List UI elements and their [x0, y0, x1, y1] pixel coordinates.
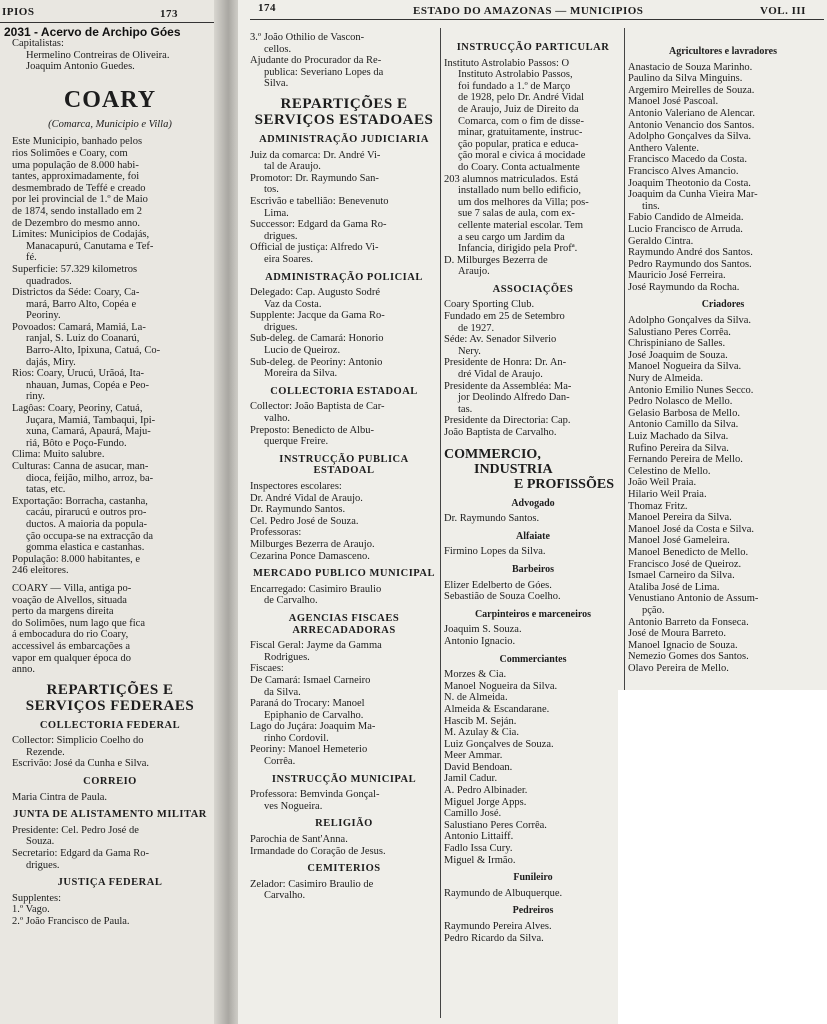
instruccao-particular-title: INSTRUCÇÃO PARTICULAR: [456, 42, 610, 53]
criadores-line: Manoel José Gameleira.: [628, 535, 730, 547]
fact-line: riá, Bôto e Poço-Fundo.: [26, 437, 127, 449]
agencias-line: Peoriny: Manoel Hemeterio: [250, 744, 368, 756]
junta-alistamento-line: Souza.: [26, 836, 55, 848]
religiao-line: Irmandade do Coração de Jesus.: [250, 845, 386, 857]
criadores-line: José de Moura Barreto.: [628, 628, 726, 640]
villa-line: anno.: [12, 664, 36, 676]
fact-line: Exportação: Borracha, castanha,: [12, 495, 148, 507]
criadores-line: Venustiano Antonio de Assum-: [628, 593, 759, 605]
agricultores-line: Joaquim da Cunha Vieira Mar-: [628, 189, 758, 201]
commerciantes-line: Fadlo Issa Cury.: [444, 843, 513, 855]
junta-alistamento-title: JUNTA DE ALISTAMENTO MILITAR: [13, 809, 207, 821]
criadores-line: Ataliba José de Lima.: [628, 581, 720, 593]
pedreiros-title: Pedreiros: [512, 905, 554, 917]
agricultores-line: Paulino da Silva Minguins.: [628, 73, 743, 85]
commerciantes-line: M. Azulay & Cia.: [444, 727, 519, 739]
fact-line: Districtos da Séde: Coary, Ca-: [12, 287, 140, 299]
header-right-page-number: 174: [258, 2, 276, 14]
fact-line: 246 eleitores.: [12, 565, 69, 577]
collectoria-estadoal-line: Collector: João Baptista de Car-: [250, 401, 385, 413]
instruccao-publica-line: Milburges Bezerra de Araujo.: [250, 538, 375, 550]
adm-judiciaria-line: tos.: [264, 184, 279, 196]
correio-line: Maria Cintra de Paula.: [12, 791, 108, 803]
agricultores-line: Francisco Macedo da Costa.: [628, 154, 747, 166]
adm-judiciaria-line: Official de justiça: Alfredo Vi-: [250, 242, 379, 254]
federal-services-title: REPARTIÇÕES E SERVIÇOS FEDERAES: [25, 681, 195, 714]
commerciantes-line: Camillo José.: [444, 808, 502, 820]
commerciantes-line: Jamil Cadur.: [444, 773, 498, 785]
agencias-line: Fiscal Geral: Jayme da Gamma: [250, 640, 382, 652]
commerciantes-title: Commerciantes: [499, 653, 567, 665]
fact-line: quadrados.: [26, 275, 72, 287]
adm-policial-line: Sub-deleg. de Peoriny: Antonio: [250, 356, 383, 368]
fact-line: População: 8.000 habitantes, e: [12, 553, 141, 565]
instruccao-particular-line: Comarca, com o fim de disse-: [458, 115, 584, 127]
instruccao-particular-line: Instituto Astrolabio Passos,: [458, 69, 573, 81]
adm-judiciaria-title: ADMINISTRAÇÃO JUDICIARIA: [259, 133, 429, 145]
fact-line: Culturas: Canna de asucar, man-: [12, 461, 149, 472]
instruccao-municipal-line: ves Nogueira.: [264, 800, 323, 812]
carpinteiros-line: Antonio Ignacio.: [444, 635, 516, 647]
criadores-line: Rufino Pereira da Silva.: [628, 442, 729, 454]
collectoria-federal-line: Escrivão: José da Cunha e Silva.: [12, 758, 150, 770]
instruccao-particular-line: Instituto Astrolabio Passos: O: [444, 57, 570, 69]
mercado-line: Encarregado: Casimiro Braulio: [250, 583, 382, 595]
carpinteiros-title: Carpinteiros e marceneiros: [474, 608, 592, 620]
justica-federal-line: 2.º João Francisco de Paula.: [12, 916, 130, 927]
adm-policial-line: Delegado: Cap. Augusto Sodré: [250, 287, 381, 299]
criadores-line: João Weil Praia.: [628, 477, 697, 489]
commerciantes-line: Morzes & Cia.: [444, 669, 507, 681]
justica-federal-line: 1.º Vago.: [12, 904, 50, 916]
fact-line: mará, Barro Alto, Copéa e: [26, 298, 137, 310]
right-column-2: [444, 36, 622, 944]
villa-line: á embocadura do rio Coary,: [12, 629, 129, 641]
villa-line: perto da margens direita: [12, 606, 114, 618]
left-column: [12, 38, 208, 928]
commercio-title-line: E PROFISSÕES: [514, 476, 614, 492]
junta-alistamento-line: Presidente: Cel. Pedro José de: [12, 824, 139, 836]
fact-line: Povoados: Camará, Mamiá, La-: [12, 321, 146, 333]
adm-judiciaria-line: Juiz da comarca: Dr. André Vi-: [250, 149, 381, 161]
collectoria-federal-line: Rezende.: [26, 746, 65, 758]
associacoes-line: Presidente de Honra: Dr. An-: [444, 357, 567, 369]
intro-line: desmembrado de Teffé e creado: [12, 182, 146, 194]
criadores-line: pção.: [642, 604, 665, 616]
intro-line: por lei provincial de 1.º de Maio: [12, 194, 148, 206]
header-title: ESTADO DO AMAZONAS — MUNICIPIOS: [413, 5, 644, 17]
instruccao-particular-line: ção popular, pratica e educa-: [458, 138, 579, 150]
capitalist-name: Hermelino Contreiras de Oliveira.: [26, 49, 170, 61]
adm-judiciaria-line: Promotor: Dr. Raymundo San-: [250, 172, 379, 184]
associacoes-line: Fundado em 25 de Setembro: [444, 311, 565, 323]
agricultores-line: Pedro Raymundo dos Santos.: [628, 258, 752, 270]
associacoes-line: João Baptista de Carvalho.: [444, 427, 557, 438]
adm-policial-line: drigues.: [264, 321, 298, 333]
agricultores-title: Agricultores e lavradores: [669, 46, 777, 57]
instruccao-municipal-line: Professora: Bemvinda Gonçal-: [250, 789, 380, 801]
instruccao-particular-line: a seu cargo um Jardim da: [458, 231, 565, 243]
fact-line: ranjal, S. Luiz do Coanarú,: [26, 333, 140, 345]
fact-line: Peoriny.: [26, 310, 61, 322]
fact-line: Rios: Coary, Urucú, Urãoá, Ita-: [12, 368, 144, 380]
intro-line: de Dezembro do mesmo anno.: [12, 217, 141, 229]
villa-line: vapor em qualquer época do: [12, 652, 131, 664]
junta-alistamento-line: drigues.: [26, 859, 60, 871]
barbeiros-title: Barbeiros: [511, 563, 555, 575]
fact-line: ductos. A maioria da popula-: [26, 518, 148, 530]
alfaiate-title: Alfaiate: [516, 530, 550, 542]
adm-policial-line: Moreira da Silva.: [264, 368, 338, 380]
criadores-line: Gelasio Barbosa de Mello.: [628, 407, 740, 419]
criadores-line: Salustiano Peres Corrêa.: [628, 326, 731, 338]
villa-line: do Solimões, num lago que fica: [12, 617, 145, 629]
adm-judiciaria-line: tal de Araujo.: [264, 161, 321, 173]
fact-line: gomma elastica e castanhas.: [26, 542, 145, 554]
intro-line: uma população de 8.000 habi-: [12, 159, 139, 171]
barbeiros-line: Sebastião de Souza Coelho.: [444, 591, 561, 603]
criadores-line: Nemezio Gomes dos Santos.: [628, 651, 749, 663]
collectoria-federal-line: Collector: Simplicio Coelho do: [12, 735, 144, 747]
instruccao-particular-line: minar, gratuitamente, instruc-: [458, 127, 583, 139]
pedreiros-line: Raymundo Pereira Alves.: [444, 921, 552, 932]
fact-line: fé.: [26, 252, 37, 264]
commerciantes-line: Almeida & Escandarane.: [444, 703, 550, 715]
instruccao-publica-line: Cel. Pedro José de Souza.: [250, 515, 359, 527]
cemiterios-line: Zelador: Casimiro Braulio de: [250, 878, 374, 890]
adm-policial-line: Vaz da Costa.: [264, 298, 322, 310]
mercado-title: MERCADO PUBLICO MUNICIPAL: [252, 568, 436, 580]
carpinteiros-line: Joaquim S. Souza.: [444, 624, 522, 636]
collectoria-estadoal-line: querque Freire.: [264, 436, 329, 448]
associacoes-line: dré Vidal de Araujo.: [458, 369, 543, 381]
criadores-line: Manoel José da Costa e Silva.: [628, 523, 754, 535]
agencias-title: AGENCIAS FISCAES ARRECADADORAS: [288, 612, 400, 636]
instruccao-particular-line: sue 7 salas de aula, com ex-: [458, 208, 575, 220]
criadores-line: Antonio Camillo da Silva.: [628, 419, 739, 431]
instruccao-particular-line: installado num bello edificio,: [458, 185, 582, 197]
adm-policial-line: Sub-deleg. de Camará: Honorio: [250, 333, 384, 345]
commerciantes-line: David Bendoan.: [444, 761, 513, 773]
adm-policial-line: Lucio de Queiroz.: [264, 345, 341, 357]
agencias-line: Fiscaes:: [250, 663, 284, 675]
agricultores-line: José Raymundo da Rocha.: [628, 281, 740, 293]
fact-line: nhauan, Jumas, Copéa e Peo-: [26, 379, 150, 391]
agricultores-line: Manoel José Pascoal.: [628, 96, 719, 108]
associacoes-title: ASSOCIAÇÕES: [492, 283, 574, 295]
agencias-line: Paraná do Trocary: Manoel: [250, 698, 365, 710]
fact-line: Clima: Muito salubre.: [12, 449, 105, 461]
advogado-line: Dr. Raymundo Santos.: [444, 513, 540, 525]
religiao-line: Parochia de Sant'Anna.: [250, 834, 348, 846]
instruccao-particular-line: do Coary. Conta actualmente: [458, 161, 580, 173]
criadores-line: Nury de Almeida.: [628, 373, 703, 385]
commerciantes-line: A. Pedro Albinader.: [444, 785, 528, 797]
agricultores-line: Fabio Candido de Almeida.: [628, 212, 744, 224]
criadores-title: Criadores: [701, 299, 745, 311]
agencias-line: De Camará: Ismael Carneiro: [250, 674, 371, 686]
header-volume: VOL. III: [760, 5, 806, 17]
adm-policial-line: Supplente: Jacque da Gama Ro-: [250, 310, 385, 322]
fact-line: dajás, Miry.: [26, 356, 76, 368]
right-column-1: [250, 32, 438, 902]
fact-line: ção occupa-se na extracção da: [26, 530, 154, 542]
associacoes-line: de 1927.: [458, 322, 495, 334]
agricultores-line: tins.: [642, 200, 660, 212]
agencias-line: Epiphanio de Carvalho.: [264, 709, 364, 721]
instruccao-publica-line: Professoras:: [250, 527, 302, 539]
adm-judiciaria-line: Lima.: [264, 207, 289, 219]
cemiterios-title: CEMITERIOS: [307, 863, 381, 875]
watermark: 2031 - Acervo de Archipo Góes: [4, 25, 181, 39]
cemiterios-line: Carvalho.: [264, 890, 306, 902]
blank-area: [618, 690, 827, 1024]
agencias-line: da Silva.: [264, 686, 301, 698]
justica-federal-title: JUSTIÇA FEDERAL: [57, 877, 163, 889]
commerciantes-line: Meer Ammar.: [444, 750, 503, 762]
intro-line: tantes, approximadamente, foi: [12, 171, 140, 183]
commerciantes-line: Miguel & Irmão.: [444, 854, 516, 866]
agricultores-line: Antonio Venancio dos Santos.: [628, 119, 755, 131]
barbeiros-line: Elizer Edelberto de Góes.: [444, 579, 552, 591]
collectoria-estadoal-line: Preposto: Benedicto de Albu-: [250, 424, 374, 436]
funileiro-line: Raymundo de Albuquerque.: [444, 887, 563, 899]
instruccao-particular-line: Infancia, dirigido pela Profª.: [458, 243, 578, 255]
fact-line: xuna, Camará, Apaurá, Maju-: [26, 426, 151, 438]
fact-line: Superficie: 57.329 kilometros: [12, 263, 138, 275]
fact-line: Manacapurú, Canutama e Tef-: [26, 240, 154, 252]
fact-line: riny.: [26, 391, 45, 403]
agricultores-line: Anthero Valente.: [628, 142, 699, 154]
agricultores-line: Raymundo André dos Santos.: [628, 247, 753, 259]
column-divider-1: [440, 28, 441, 1018]
pedreiros-line: Pedro Ricardo da Silva.: [444, 932, 544, 944]
criadores-line: Pedro Nolasco de Mello.: [628, 396, 733, 408]
agricultores-line: Geraldo Cintra.: [628, 235, 694, 247]
intro-line: Este Municipio, banhado pelos: [12, 136, 143, 148]
villa-line: COARY — Villa, antiga po-: [12, 582, 132, 594]
procurador-line: Ajudante do Procurador da Re-: [250, 55, 382, 67]
advogado-title: Advogado: [511, 497, 555, 509]
instruccao-particular-line: 203 alumnos matriculados. Está: [444, 173, 579, 185]
instruccao-publica-title: INSTRUCÇÃO PUBLICA ESTADOAL: [279, 453, 409, 477]
criadores-line: José Joaquim de Souza.: [628, 349, 728, 361]
fact-line: Juçara, Mamiá, Tambaqui, Ipi-: [26, 414, 156, 426]
criadores-line: Celestino de Mello.: [628, 465, 711, 477]
fact-line: tatas, etc.: [26, 484, 66, 496]
fact-line: Limites: Municipios de Codajás,: [12, 229, 150, 241]
adm-policial-title: ADMINISTRAÇÃO POLICIAL: [265, 271, 423, 283]
fact-line: Barro-Alto, Ipixuna, Catuá, Co-: [26, 345, 161, 357]
correio-title: CORREIO: [83, 776, 137, 788]
criadores-line: Antonio Emilio Nunes Secco.: [628, 384, 754, 396]
agricultores-line: Mauricio José Ferreira.: [628, 270, 726, 282]
criadores-line: Thomaz Fritz.: [628, 500, 688, 512]
agricultores-line: Joaquim Theotonio da Costa.: [628, 177, 751, 189]
associacoes-line: tas.: [458, 403, 473, 415]
instruccao-particular-line: de 1928, pelo Dr. André Vidal: [458, 92, 585, 104]
fact-line: cacáu, pirarucú e outros pro-: [26, 507, 147, 519]
collectoria-estadoal-line: valho.: [264, 413, 290, 425]
instruccao-particular-line: D. Milburges Bezerra de: [444, 254, 548, 266]
criadores-line: Ismael Carneiro da Silva.: [628, 570, 735, 582]
agencias-line: rinho Cordovil.: [264, 732, 329, 744]
collectoria-federal-title: COLLECTORIA FEDERAL: [39, 719, 181, 731]
adm-judiciaria-line: Escrivão e tabellião: Benevenuto: [250, 195, 389, 207]
commerciantes-line: Salustiano Peres Corrêa.: [444, 819, 547, 831]
adm-judiciaria-line: eira Soares.: [264, 253, 313, 265]
commercio-title: [444, 447, 622, 492]
agricultores-line: Francisco Alves Amancio.: [628, 165, 739, 177]
procurador-line: 3.º João Othilio de Vascon-: [250, 32, 365, 43]
capitalist-name: Joaquim Antonio Guedes.: [26, 61, 135, 73]
commerciantes-line: Luiz Gonçalves de Souza.: [444, 738, 554, 750]
commercio-title-line: COMMERCIO,: [444, 446, 541, 462]
commerciantes-line: Antonio Littaiff.: [444, 831, 514, 843]
procurador-line: Silva.: [264, 78, 289, 90]
procurador-line: cellos.: [264, 43, 292, 55]
header-rule: [0, 22, 214, 23]
agencias-line: Corrêa.: [264, 756, 296, 768]
associacoes-line: jor Deolindo Alfredo Dan-: [458, 392, 570, 404]
associacoes-line: Nery.: [458, 345, 481, 357]
left-page: [0, 0, 218, 1024]
commerciantes-line: Miguel Jorge Apps.: [444, 796, 527, 808]
intro-line: rios Solimões e Coary, com: [12, 147, 128, 159]
justica-federal-line: Supplentes:: [12, 892, 61, 904]
header-left-page-number: 173: [160, 8, 178, 20]
header-rule-right: [250, 19, 824, 20]
adm-judiciaria-line: drigues.: [264, 230, 298, 242]
instruccao-particular-line: ção moral e civica á mocidade: [458, 150, 586, 162]
instruccao-particular-line: cellente material escolar. Tem: [458, 219, 584, 231]
agencias-line: Rodrigues.: [264, 651, 310, 663]
criadores-line: Manoel Pereira da Silva.: [628, 512, 732, 524]
associacoes-line: Séde: Av. Senador Silverio: [444, 334, 557, 346]
villa-line: voação de Alvellos, situada: [12, 594, 127, 606]
header-left-label: IPIOS: [2, 6, 35, 18]
criadores-line: Manoel Ignacio de Souza.: [628, 639, 738, 651]
agricultores-line: Anastacio de Souza Marinho.: [628, 61, 753, 73]
associacoes-line: Coary Sporting Club.: [444, 299, 535, 311]
criadores-line: Luiz Machado da Silva.: [628, 431, 729, 442]
adm-judiciaria-line: Successor: Edgard da Gama Ro-: [250, 219, 387, 231]
capitalistas-label: Capitalistas:: [12, 38, 64, 49]
commercio-title-line: INDUSTRIA: [474, 461, 553, 477]
criadores-line: Fernando Pereira de Mello.: [628, 454, 743, 466]
agricultores-line: Lucio Francisco de Arruda.: [628, 223, 743, 235]
instruccao-particular-line: um dos melhores da Villa; pos-: [458, 196, 589, 208]
alfaiate-line: Firmino Lopes da Silva.: [444, 546, 546, 558]
fact-line: Lagôas: Coary, Peoriny, Catuá,: [12, 403, 143, 415]
junta-alistamento-line: Secretario: Edgard da Gama Ro-: [12, 848, 150, 860]
instruccao-publica-line: Cezarina Ponce Damasceno.: [250, 550, 370, 562]
funileiro-title: Funileiro: [513, 872, 553, 884]
commerciantes-line: Manoel Nogueira da Silva.: [444, 680, 558, 692]
commerciantes-line: N. de Almeida.: [444, 692, 508, 704]
criadores-line: Francisco José de Queiroz.: [628, 558, 742, 570]
instruccao-publica-line: Dr. André Vidal de Araujo.: [250, 492, 363, 504]
coary-subtitle: (Comarca, Municipio e Villa): [48, 118, 172, 130]
collectoria-estadoal-title: COLLECTORIA ESTADOAL: [270, 385, 418, 397]
coary-title: COARY: [63, 86, 157, 113]
agricultores-line: Argemiro Meirelles de Souza.: [628, 84, 755, 96]
religiao-title: RELIGIÃO: [315, 818, 373, 830]
instruccao-publica-line: Dr. Raymundo Santos.: [250, 504, 346, 516]
villa-line: accessivel ás embarcações a: [12, 640, 131, 652]
instruccao-particular-line: de Araujo, Juiz de Direito da: [458, 103, 579, 115]
criadores-line: Chrispiniano de Salles.: [628, 338, 726, 350]
fact-line: dioca, feijão, milho, arroz, ba-: [26, 472, 154, 484]
mercado-line: de Carvalho.: [264, 595, 318, 607]
instruccao-publica-line: Inspectores escolares:: [250, 481, 342, 492]
agencias-line: Lago do Juçára: Joaquim Ma-: [250, 721, 376, 733]
commerciantes-line: Hascib M. Seján.: [444, 715, 517, 727]
agricultores-line: Antonio Valeriano de Alencar.: [628, 107, 755, 119]
criadores-line: Hilario Weil Praia.: [628, 488, 707, 500]
agricultores-line: Adolpho Gonçalves da Silva.: [628, 131, 752, 143]
state-services-title: REPARTIÇÕES E SERVIÇOS ESTADOAES: [254, 95, 434, 128]
intro-line: de 1874, sendo installado em 2: [12, 205, 143, 217]
instruccao-particular-line: foi fundado a 1.º de Março: [458, 80, 571, 92]
instruccao-particular-line: Araujo.: [458, 266, 490, 278]
associacoes-line: Presidente da Directoria: Cap.: [444, 415, 571, 427]
criadores-line: Olavo Pereira de Mello.: [628, 662, 729, 674]
criadores-line: Manoel Nogueira da Silva.: [628, 361, 742, 373]
criadores-line: Adolpho Gonçalves da Silva.: [628, 315, 752, 327]
instruccao-municipal-title: INSTRUCÇÃO MUNICIPAL: [271, 773, 417, 785]
criadores-line: Manoel Benedicto de Mello.: [628, 546, 749, 558]
associacoes-line: Presidente da Assembléa: Ma-: [444, 380, 572, 392]
criadores-line: Antonio Barreto da Fonseca.: [628, 616, 749, 628]
procurador-line: publica: Severiano Lopes da: [264, 66, 384, 78]
right-column-3: [628, 40, 818, 674]
